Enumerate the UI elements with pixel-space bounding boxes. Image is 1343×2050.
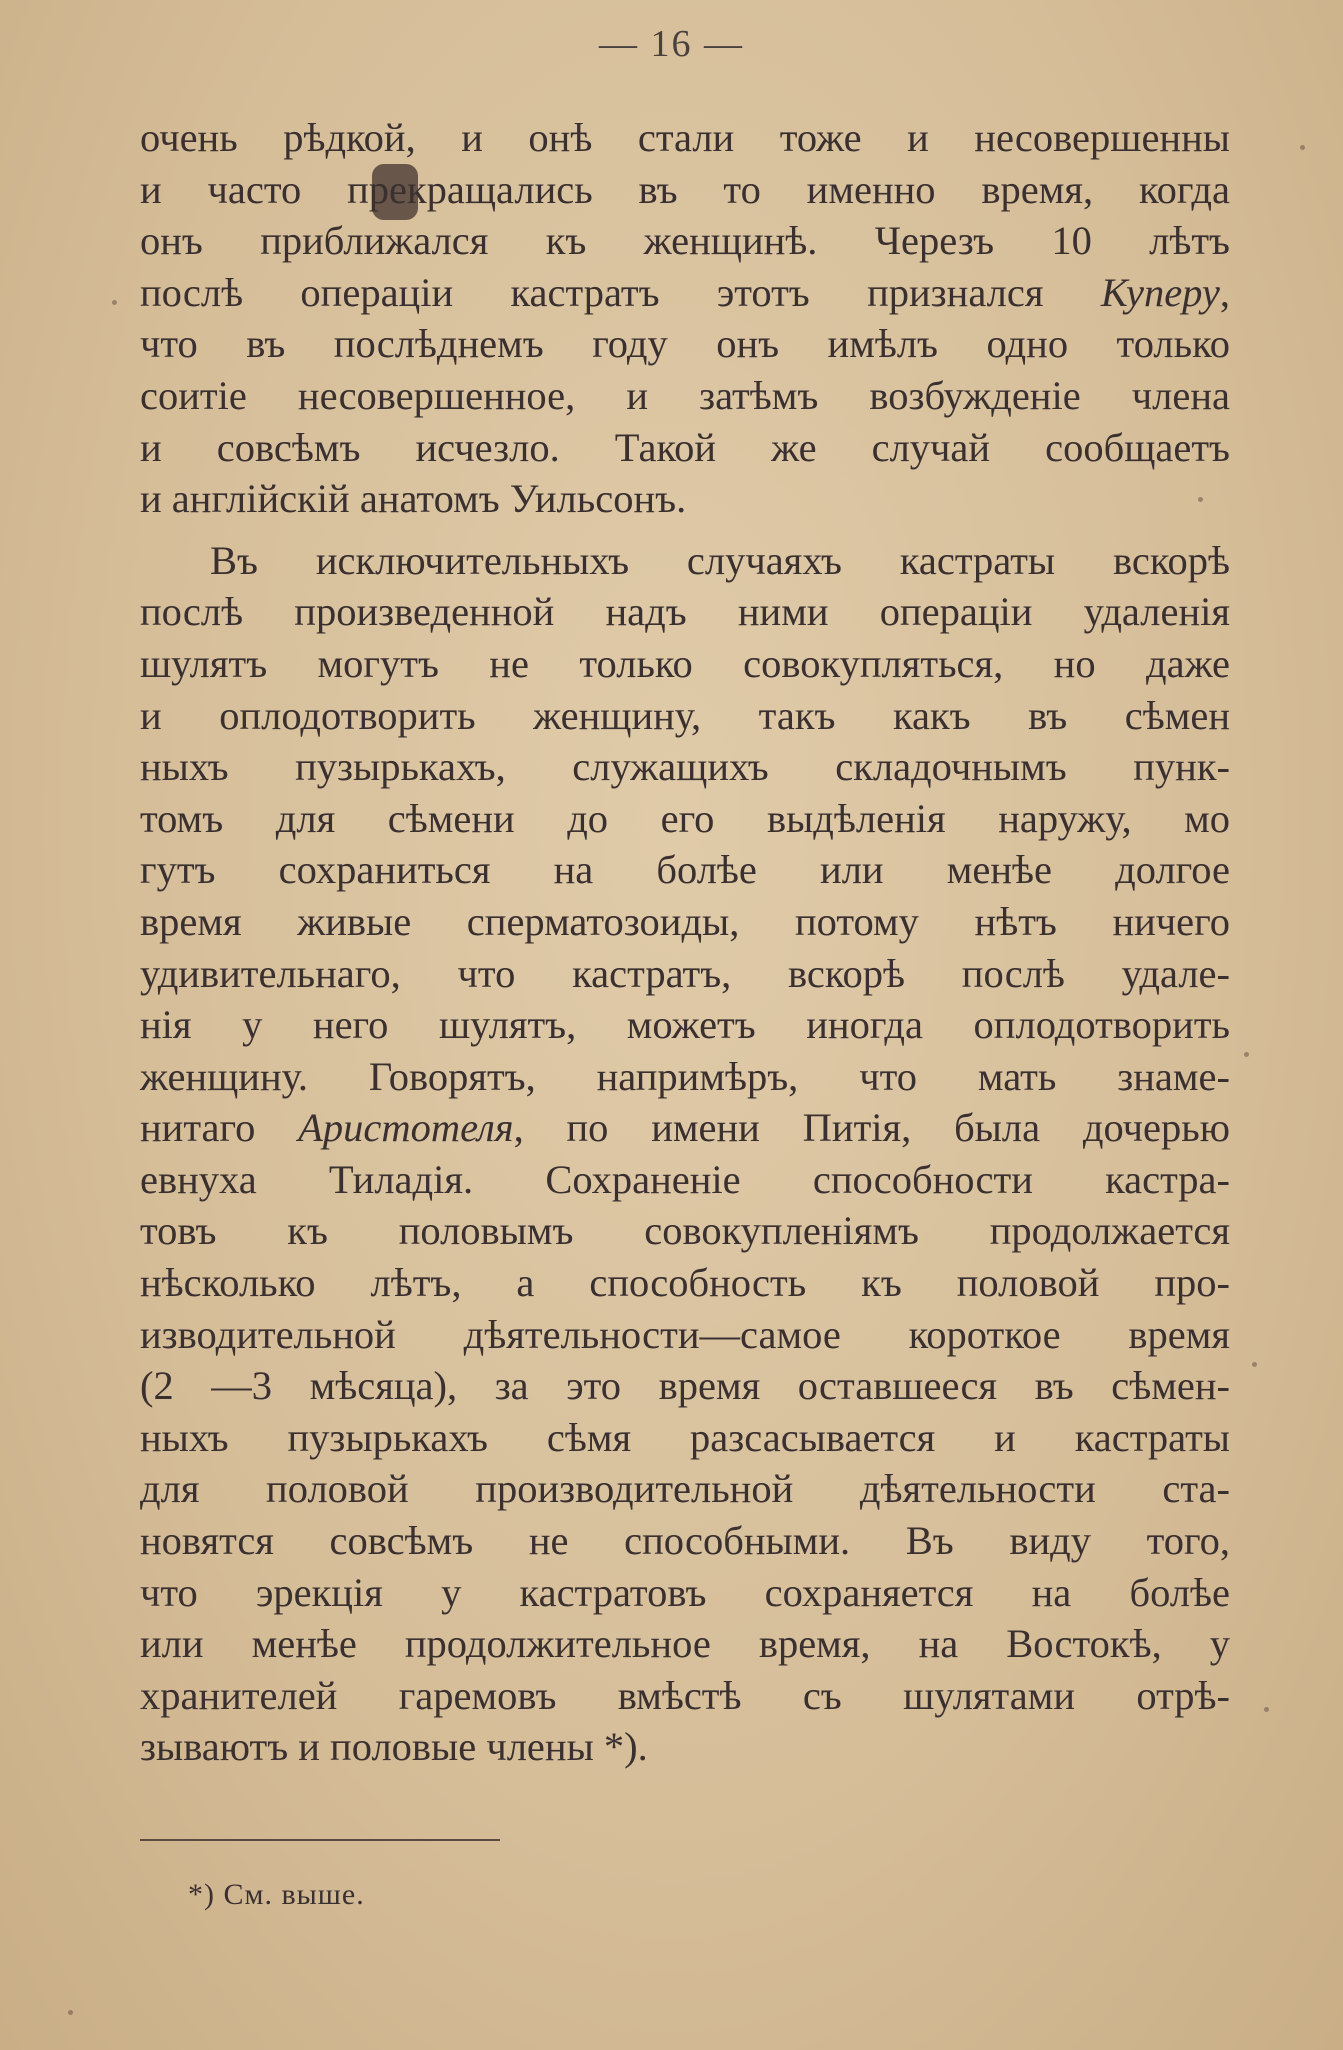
text-line: и совсѣмъ исчезло. Такой же случай сообщаетъ (140, 424, 1230, 470)
paragraph-1 (140, 112, 1230, 525)
text-line: (2 —3 мѣсяца), за это время оставшееся въ сѣмен- (140, 1363, 1230, 1409)
paper-speck (1264, 1707, 1269, 1712)
text-line (140, 1102, 1230, 1154)
text-line: женщину. Говорятъ, напримѣръ, что мать знаме- (140, 1053, 1230, 1099)
text-line: что въ послѣднемъ году онъ имѣлъ одно только (140, 321, 1230, 367)
text-line: и англійскій анатомъ Уильсонъ. (140, 476, 687, 522)
text-line: нія у него шулятъ, можетъ иногда оплодотворить (140, 1002, 1230, 1048)
text-line: зываютъ и половые члены *). (140, 1724, 648, 1770)
text-line: очень рѣдкой, и онѣ стали тоже и несовершенны (140, 115, 1230, 160)
text-line: или менѣе продолжительное время, на Востокѣ, у (140, 1621, 1230, 1667)
emphasized-name: Аристотеля (298, 1105, 514, 1151)
text-line: послѣ произведенной надъ ними операціи удаленія (140, 589, 1230, 635)
footnote-divider (140, 1839, 500, 1841)
text-line: удивительнаго, что кастратъ, вскорѣ послѣ удале- (140, 950, 1230, 996)
text-fragment: нитаго (140, 1105, 299, 1151)
text-line: и оплодотворить женщину, такъ какъ въ сѣмен (140, 692, 1230, 738)
text-line: ныхъ пузырькахъ, служащихъ складочнымъ пунк- (140, 744, 1230, 790)
text-line: соитіе несовершенное, и затѣмъ возбужденіе члена (140, 372, 1230, 418)
text-fragment: , (1219, 269, 1230, 315)
text-fragment: , по имени Питія, была дочерью (513, 1105, 1230, 1151)
text-line: томъ для сѣмени до его выдѣленія наружу, мо (140, 795, 1230, 841)
text-line: шулятъ могутъ не только совокупляться, но даже (140, 640, 1230, 686)
text-line: Въ исключительныхъ случаяхъ кастраты вскорѣ (210, 537, 1230, 583)
paper-speck (1244, 1052, 1249, 1057)
text-line: что эрекція у кастратовъ сохраняется на болѣе (140, 1569, 1230, 1615)
text-line: ныхъ пузырькахъ сѣмя разсасывается и кастраты (140, 1414, 1230, 1460)
paper-speck (112, 300, 117, 305)
text-line: время живые сперматозоиды, потому нѣтъ ничего (140, 898, 1230, 944)
body-text (140, 112, 1230, 1773)
paper-speck (68, 2010, 73, 2015)
text-line: товъ къ половымъ совокупленіямъ продолжается (140, 1208, 1230, 1254)
text-line (140, 267, 1230, 319)
text-line: гутъ сохраниться на болѣе или менѣе долгое (140, 847, 1230, 893)
text-line: онъ приближался къ женщинѣ. Черезъ 10 лѣтъ (140, 218, 1230, 264)
paragraph-2 (140, 535, 1230, 1773)
paper-speck (1300, 145, 1305, 150)
page-number: — 16 — (599, 23, 744, 65)
text-line: хранителей гаремовъ вмѣстѣ съ шулятами отрѣ- (140, 1672, 1230, 1718)
text-line: для половой производительной дѣятельности ста- (140, 1466, 1230, 1512)
text-line: нѣсколько лѣтъ, а способность къ половой про- (140, 1260, 1230, 1306)
paper-speck (1198, 497, 1203, 502)
emphasized-name: Куперу (1100, 269, 1220, 315)
text-line: евнуха Тиладія. Сохраненіе способности кастра- (140, 1156, 1230, 1202)
text-line: и часто прекращались въ то именно время, когда (140, 166, 1230, 212)
paper-speck (1252, 1362, 1257, 1367)
text-line: новятся совсѣмъ не способными. Въ виду того, (140, 1518, 1230, 1564)
text-fragment: послѣ операціи кастратъ этотъ признался (140, 269, 1101, 315)
text-line: изводительной дѣятельности—самое короткое время (140, 1311, 1230, 1357)
footnote: *) См. выше. (188, 1878, 365, 1911)
